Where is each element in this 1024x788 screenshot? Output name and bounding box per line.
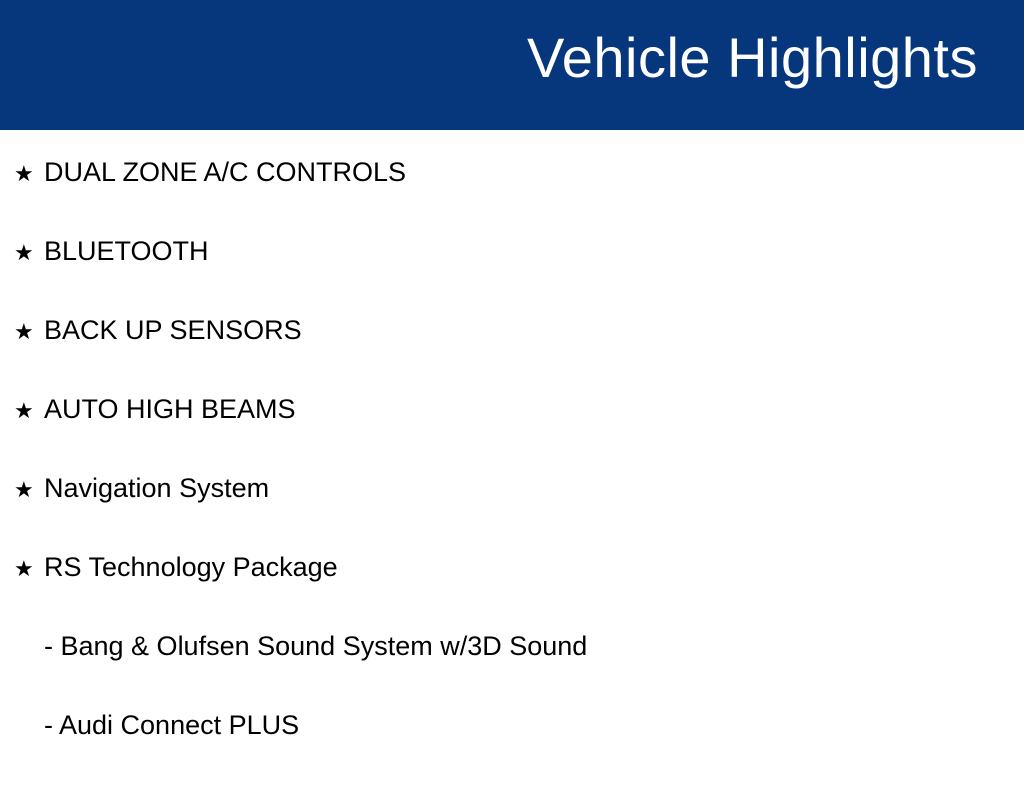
star-bullet-icon: ★ xyxy=(14,319,34,344)
star-bullet-icon: ★ xyxy=(14,240,34,265)
list-item xyxy=(0,235,1024,314)
list-item xyxy=(0,551,1024,630)
list-item-label: DUAL ZONE A/C CONTROLS xyxy=(44,157,407,187)
highlights-list xyxy=(0,130,1024,768)
sub-list-item-label: - Bang & Olufsen Sound System w/3D Sound xyxy=(44,631,588,661)
star-bullet-icon: ★ xyxy=(14,477,34,502)
sub-list-item xyxy=(0,709,1024,788)
list-item-label: BACK UP SENSORS xyxy=(44,315,302,345)
sub-list-item xyxy=(0,630,1024,709)
list-item-label: AUTO HIGH BEAMS xyxy=(44,394,296,424)
list-item xyxy=(0,393,1024,472)
sub-list-item-label: - Audi Connect PLUS xyxy=(44,710,300,740)
list-item-label: Navigation System xyxy=(44,473,270,503)
list-item xyxy=(0,472,1024,551)
star-bullet-icon: ★ xyxy=(14,398,34,423)
star-bullet-icon: ★ xyxy=(14,556,34,581)
list-item xyxy=(0,156,1024,235)
list-item-label: RS Technology Package xyxy=(44,552,338,582)
page-title: Vehicle Highlights xyxy=(526,26,978,89)
slide-header-band xyxy=(0,0,1024,130)
star-bullet-icon: ★ xyxy=(14,161,34,186)
list-item-label: BLUETOOTH xyxy=(44,236,209,266)
list-item xyxy=(0,314,1024,393)
